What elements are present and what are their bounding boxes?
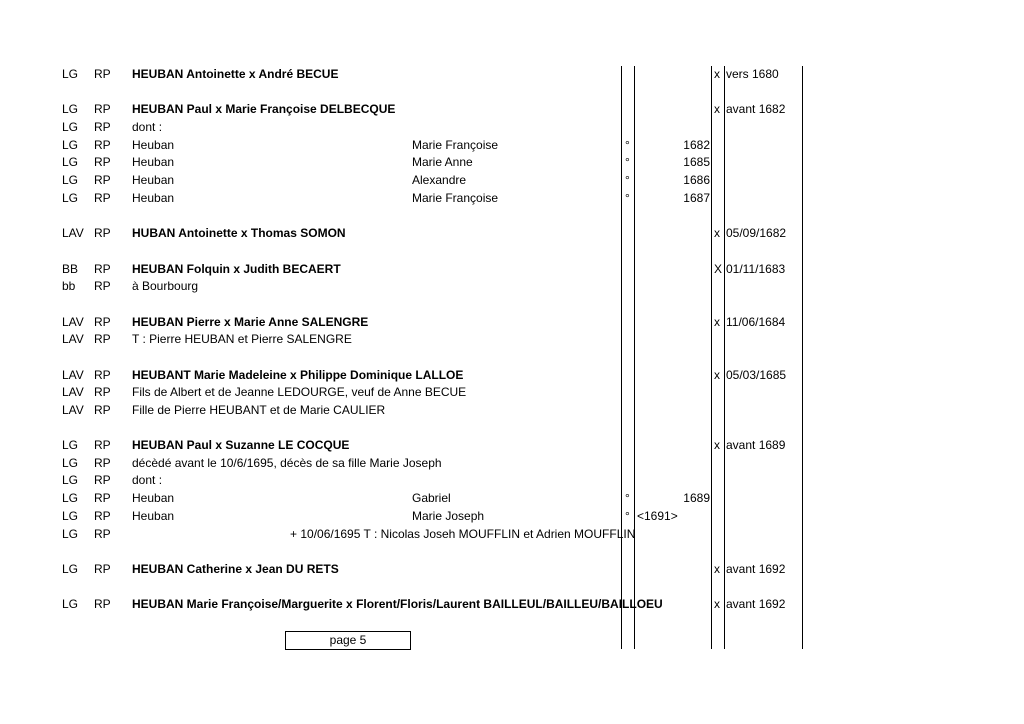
record-text: HEUBAN Pierre x Marie Anne SALENGRE	[132, 315, 369, 329]
record-type: RP	[94, 456, 111, 470]
birth-mark: °	[625, 191, 630, 205]
source-code: LG	[62, 102, 79, 116]
record-type: RP	[94, 102, 111, 116]
record-text: dont :	[132, 473, 163, 487]
first-name: Alexandre	[412, 173, 467, 187]
record-text: Heuban	[132, 491, 175, 505]
marriage-mark: x	[714, 438, 720, 452]
record-text: HEUBAN Catherine x Jean DU RETS	[132, 562, 339, 576]
record-type: RP	[94, 120, 111, 134]
marriage-mark: x	[714, 368, 720, 382]
record-date: avant 1682	[726, 102, 786, 116]
record-text: HEUBANT Marie Madeleine x Philippe Dominique LALLOE	[132, 368, 464, 382]
source-code: LAV	[62, 385, 84, 399]
source-code: LAV	[62, 332, 84, 346]
first-name: Marie Françoise	[412, 191, 499, 205]
birth-mark: °	[625, 173, 630, 187]
record-text: Heuban	[132, 191, 175, 205]
birth-year: 1686	[683, 173, 710, 187]
record-type: RP	[94, 385, 111, 399]
birth-mark: °	[625, 155, 630, 169]
record-text: Heuban	[132, 155, 175, 169]
record-type: RP	[94, 527, 111, 541]
source-code: LG	[62, 473, 79, 487]
birth-mark: °	[625, 509, 630, 523]
record-type: RP	[94, 155, 111, 169]
record-text: HEUBAN Paul x Suzanne LE COCQUE	[132, 438, 350, 452]
death-note: + 10/06/1695 T : Nicolas Joseh MOUFFLIN et Adrien MOUFFLIN	[290, 527, 636, 541]
record-text: HEUBAN Antoinette x André BECUE	[132, 67, 339, 81]
record-text: HEUBAN Paul x Marie Françoise DELBECQUE	[132, 102, 396, 116]
record-text: HEUBAN Marie Françoise/Marguerite x Florent/Floris/Laurent BAILLEUL/BAILLEU/BAILLOEU	[132, 597, 663, 611]
record-date: 05/09/1682	[726, 226, 787, 240]
marriage-mark: x	[714, 102, 720, 116]
record-date: avant 1692	[726, 597, 786, 611]
record-text: Fille de Pierre HEUBANT et de Marie CAULIER	[132, 403, 386, 417]
column-rule	[724, 66, 725, 649]
record-type: RP	[94, 491, 111, 505]
record-text: T : Pierre HEUBAN et Pierre SALENGRE	[132, 332, 352, 346]
record-date: avant 1689	[726, 438, 786, 452]
birth-year: 1682	[683, 138, 710, 152]
source-code: LAV	[62, 368, 84, 382]
source-code: LG	[62, 527, 79, 541]
column-rule	[634, 66, 635, 649]
record-type: RP	[94, 138, 111, 152]
record-type: RP	[94, 226, 111, 240]
marriage-mark: x	[714, 67, 720, 81]
page-number: page 5	[329, 633, 367, 647]
record-type: RP	[94, 173, 111, 187]
record-text: Heuban	[132, 173, 175, 187]
column-rule	[621, 66, 622, 649]
record-date: 01/11/1683	[726, 262, 786, 276]
record-date: 05/03/1685	[726, 368, 787, 382]
source-code: LG	[62, 173, 79, 187]
first-name: Gabriel	[412, 491, 451, 505]
source-code: LG	[62, 491, 79, 505]
source-code: bb	[62, 279, 76, 293]
birth-year: 1689	[683, 491, 710, 505]
birth-year: 1685	[683, 155, 710, 169]
record-date: 11/06/1684	[726, 315, 786, 329]
record-text: décèdé avant le 10/6/1695, décès de sa fille Marie Joseph	[132, 456, 442, 470]
source-code: LAV	[62, 403, 84, 417]
record-date: vers 1680	[726, 67, 779, 81]
record-type: RP	[94, 279, 111, 293]
record-text: Fils de Albert et de Jeanne LEDOURGE, veuf de Anne BECUE	[132, 385, 467, 399]
column-rule	[711, 66, 712, 649]
marriage-mark: x	[714, 562, 720, 576]
record-type: RP	[94, 315, 111, 329]
first-name: Marie Françoise	[412, 138, 499, 152]
record-type: RP	[94, 332, 111, 346]
source-code: LAV	[62, 226, 84, 240]
record-type: RP	[94, 562, 111, 576]
record-type: RP	[94, 509, 111, 523]
marriage-mark: x	[714, 315, 720, 329]
record-text: Heuban	[132, 138, 175, 152]
birth-year: 1687	[683, 191, 710, 205]
source-code: LG	[62, 509, 79, 523]
marriage-mark: x	[714, 226, 720, 240]
page-number-box	[285, 631, 411, 650]
record-text: à Bourbourg	[132, 279, 199, 293]
source-code: LG	[62, 138, 79, 152]
source-code: LG	[62, 438, 79, 452]
record-type: RP	[94, 597, 111, 611]
source-code: LG	[62, 155, 79, 169]
source-code: LG	[62, 67, 79, 81]
first-name: Marie Anne	[412, 155, 473, 169]
record-text: dont :	[132, 120, 163, 134]
column-rule	[802, 66, 803, 649]
record-text: Heuban	[132, 509, 175, 523]
source-code: LG	[62, 456, 79, 470]
record-text: HUBAN Antoinette x Thomas SOMON	[132, 226, 346, 240]
source-code: LG	[62, 191, 79, 205]
birth-mark: °	[625, 491, 630, 505]
record-type: RP	[94, 368, 111, 382]
record-type: RP	[94, 473, 111, 487]
marriage-mark: X	[714, 262, 723, 276]
record-type: RP	[94, 262, 111, 276]
record-text: HEUBAN Folquin x Judith BECAERT	[132, 262, 341, 276]
record-type: RP	[94, 403, 111, 417]
source-code: LG	[62, 597, 79, 611]
record-date: avant 1692	[726, 562, 786, 576]
birth-mark: °	[625, 138, 630, 152]
marriage-mark: x	[714, 597, 720, 611]
source-code: LG	[62, 120, 79, 134]
source-code: BB	[62, 262, 79, 276]
first-name: Marie Joseph	[412, 509, 485, 523]
birth-year: <1691>	[637, 509, 678, 523]
source-code: LG	[62, 562, 79, 576]
record-type: RP	[94, 438, 111, 452]
source-code: LAV	[62, 315, 84, 329]
record-type: RP	[94, 67, 111, 81]
record-type: RP	[94, 191, 111, 205]
